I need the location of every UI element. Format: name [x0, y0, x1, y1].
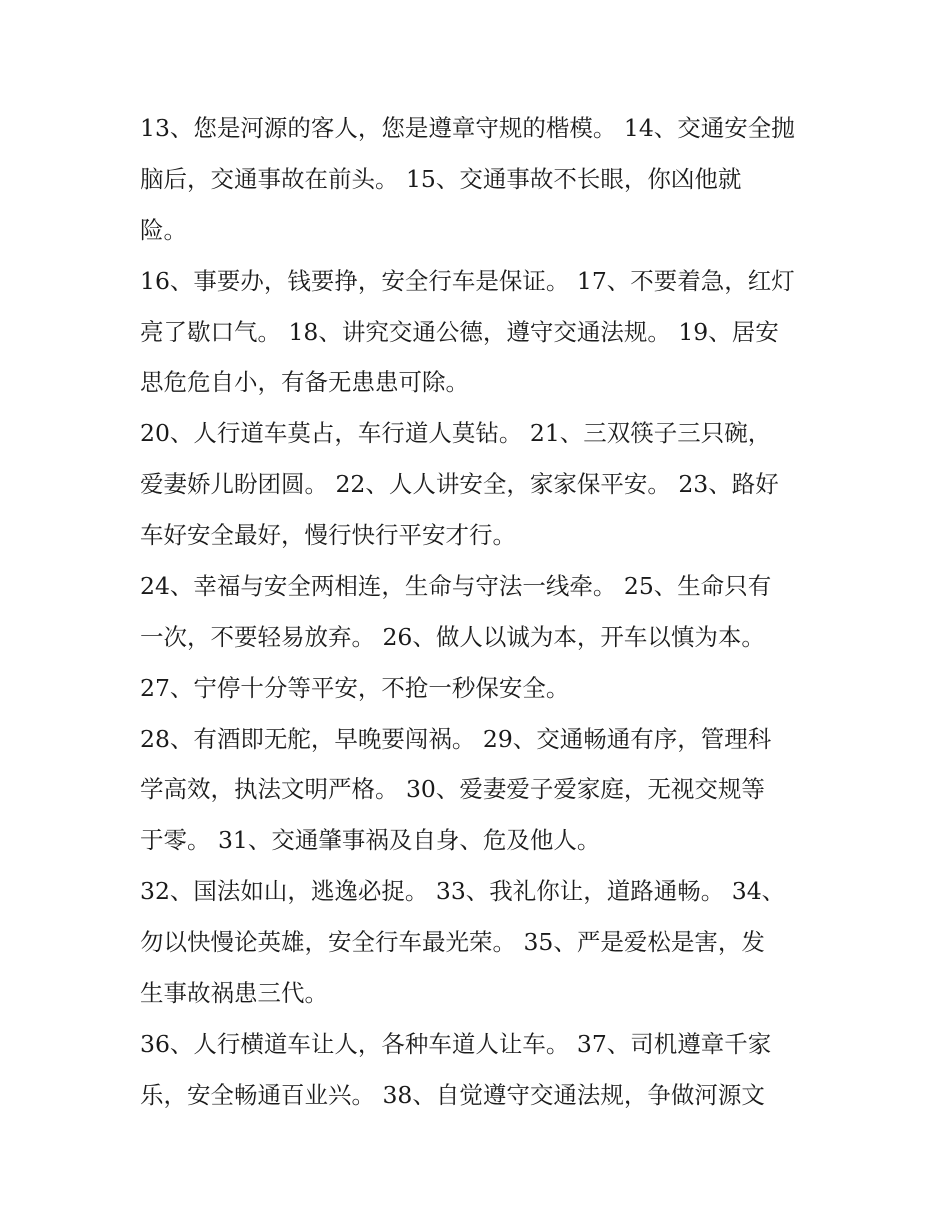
text-line: 一次，不要轻易放弃。 26、做人以诚为本，开车以慎为本。: [140, 623, 765, 651]
text-line: 思危危自小，有备无患患可除。: [140, 368, 469, 396]
text-line: 20、人行道车莫占，车行道人莫钻。 21、三双筷子三只碗，: [140, 419, 772, 447]
text-line: 28、有酒即无舵，早晚要闯祸。 29、交通畅通有序，管理科: [140, 725, 772, 753]
text-line: 险。: [140, 216, 187, 244]
text-line: 脑后，交通事故在前头。 15、交通事故不长眼，你凶他就: [140, 165, 742, 193]
text-line: 24、幸福与安全两相连，生命与守法一线牵。 25、生命只有: [140, 572, 772, 600]
text-line: 于零。 31、交通肇事祸及自身、危及他人。: [140, 826, 601, 854]
text-line: 学高效，执法文明严格。 30、爱妻爱子爱家庭，无视交规等: [140, 775, 765, 803]
text-line: 亮了歇口气。 18、讲究交通公德，遵守交通法规。 19、居安: [140, 318, 779, 346]
text-line: 乐，安全畅通百业兴。 38、自觉遵守交通法规，争做河源文: [140, 1081, 765, 1109]
text-line: 16、事要办，钱要挣，安全行车是保证。 17、不要着急，红灯: [140, 267, 795, 295]
text-line: 爱妻娇儿盼团圆。 22、人人讲安全，家家保平安。 23、路好: [140, 470, 779, 498]
text-line: 13、您是河源的客人，您是遵章守规的楷模。 14、交通安全抛: [140, 114, 795, 142]
text-line: 勿以快慢论英雄，安全行车最光荣。 35、严是爱松是害，发: [140, 928, 765, 956]
text-line: 生事故祸患三代。: [140, 979, 328, 1007]
text-line: 36、人行横道车让人，各种车道人让车。 37、司机遵章千家: [140, 1030, 772, 1058]
text-line: 车好安全最好，慢行快行平安才行。: [140, 521, 516, 549]
text-line: 27、宁停十分等平安，不抢一秒保安全。: [140, 674, 570, 702]
text-line: 32、国法如山，逃逸必捉。 33、我礼你让，道路通畅。 34、: [140, 877, 786, 905]
